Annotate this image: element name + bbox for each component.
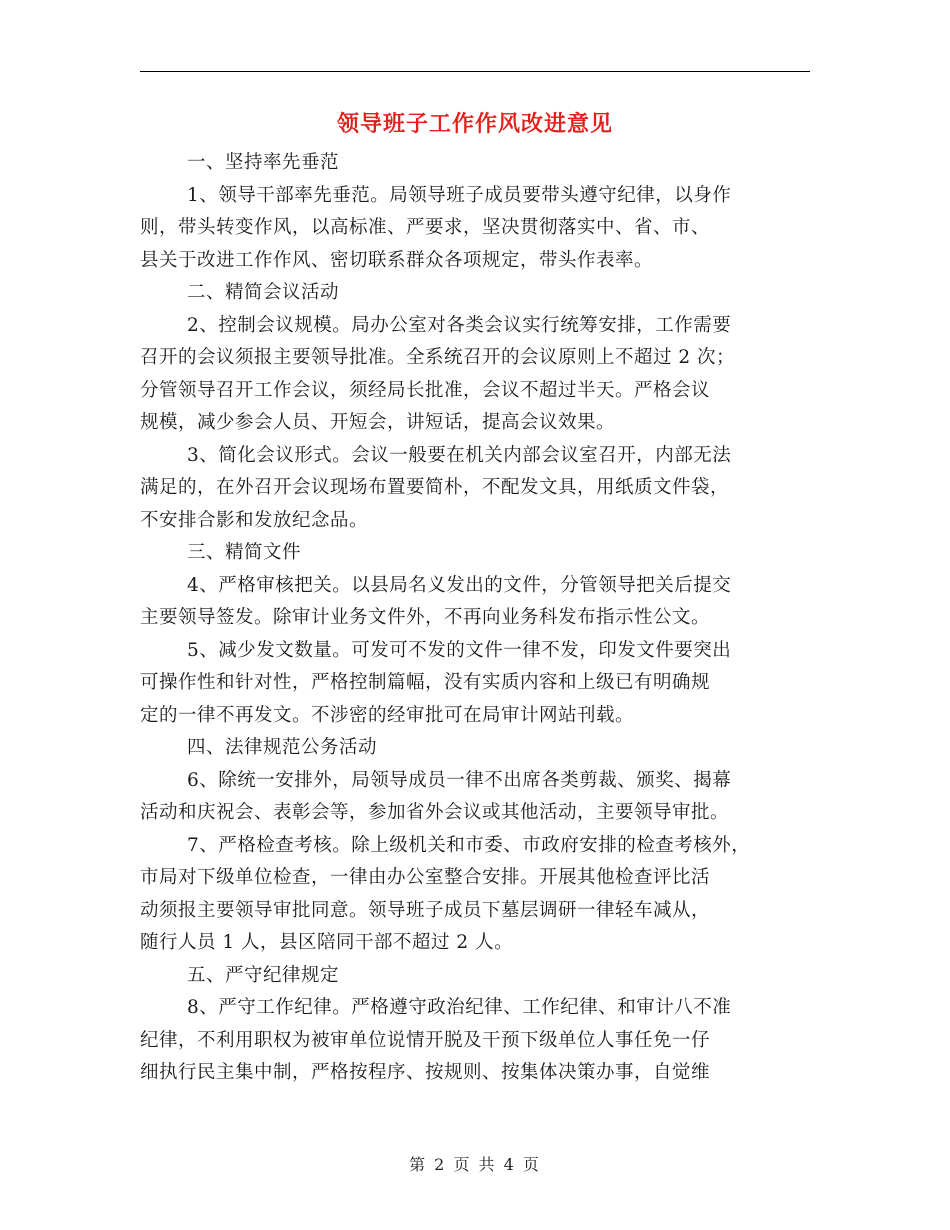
paragraph-line: 动须报主要领导审批同意。领导班子成员下墓层调研一律轻车减从，	[140, 899, 711, 921]
paragraph-line: 可操作性和针对性，严格控制篇幅，没有实质内容和上级已有明确规	[140, 672, 711, 693]
paragraph-line: 规模，减少参会人员、开短会，讲短话，提高会议效果。	[140, 412, 616, 433]
document-title: 领导班子工作作风改进意见	[336, 111, 613, 137]
paragraph-line: 1、领导干部率先垂范。局领导班子成员要带头遵守纪律，以身作	[187, 184, 732, 206]
page-footer: 第 2 页 共 4 页	[409, 1155, 541, 1174]
paragraph-line: 主要领导签发。除审计业务文件外，不再向业务科发布指示性公文。	[140, 607, 711, 628]
paragraph-line: 4、严格审核把关。以县局名义发出的文件，分管领导把关后提交	[187, 574, 732, 596]
paragraph-line: 7、严格检查考核。除上级机关和市委、市政府安排的检查考核外，	[187, 834, 751, 856]
paragraph-line: 不安排合影和发放纪念品。	[140, 509, 369, 531]
paragraph-line: 满足的，在外召开会议现场布置要简朴，不配发文具，用纸质文件袋，	[140, 477, 730, 498]
paragraph-line: 三、精简文件	[187, 542, 302, 563]
paragraph-line: 8、严守工作纪律。严格遵守政治纪律、工作纪律、和审计八不准	[187, 997, 732, 1018]
paragraph-line: 定的一律不再发文。不涉密的经审批可在局审计网站刊载。	[140, 704, 635, 726]
paragraph-line: 县关于改进工作作风、密切联系群众各项规定，带头作表率。	[140, 249, 654, 271]
header-rule	[140, 71, 810, 72]
paragraph-line: 6、除统一安排外，局领导成员一律不出席各类剪裁、颁奖、揭幕	[187, 769, 732, 791]
paragraph-line: 四、法律规范公务活动	[187, 737, 378, 758]
paragraph-line: 3、简化会议形式。会议一般要在机关内部会议室召开，内部无法	[187, 444, 732, 466]
paragraph-line: 市局对下级单位检查，一律由办公室整合安排。开展其他检查评比活	[140, 867, 711, 888]
document-body	[140, 147, 812, 1090]
paragraph-line: 活动和庆祝会、表彰会等，参加省外会议或其他活动，主要领导审批。	[140, 802, 730, 823]
paragraph-line: 纪律，不利用职权为被审单位说情开脱及干预下级单位人事任免一仔	[140, 1029, 711, 1051]
paragraph-line: 一、坚持率先垂范	[187, 152, 340, 173]
paragraph-line: 2、控制会议规模。局办公室对各类会议实行统筹安排，工作需要	[187, 314, 732, 336]
paragraph-line: 随行人员 1 人，县区陪同干部不超过 2 人。	[140, 932, 514, 953]
paragraph-line: 细执行民主集中制，严格按程序、按规则、按集体决策办事，自觉维	[140, 1062, 711, 1083]
paragraph-line: 五、严守纪律规定	[187, 964, 340, 986]
paragraph-line: 二、精简会议活动	[187, 282, 340, 303]
paragraph-line: 则，带头转变作风，以高标准、严要求，坚决贯彻落实中、省、市、	[140, 217, 711, 238]
paragraph-line: 召开的会议须报主要领导批准。全系统召开的会议原则上不超过 2 次；	[140, 347, 736, 368]
paragraph-line: 分管领导召开工作会议，须经局长批准，会议不超过半天。严格会议	[140, 379, 711, 401]
paragraph-line: 5、减少发文数量。可发可不发的文件一律不发，印发文件要突出	[187, 639, 732, 661]
